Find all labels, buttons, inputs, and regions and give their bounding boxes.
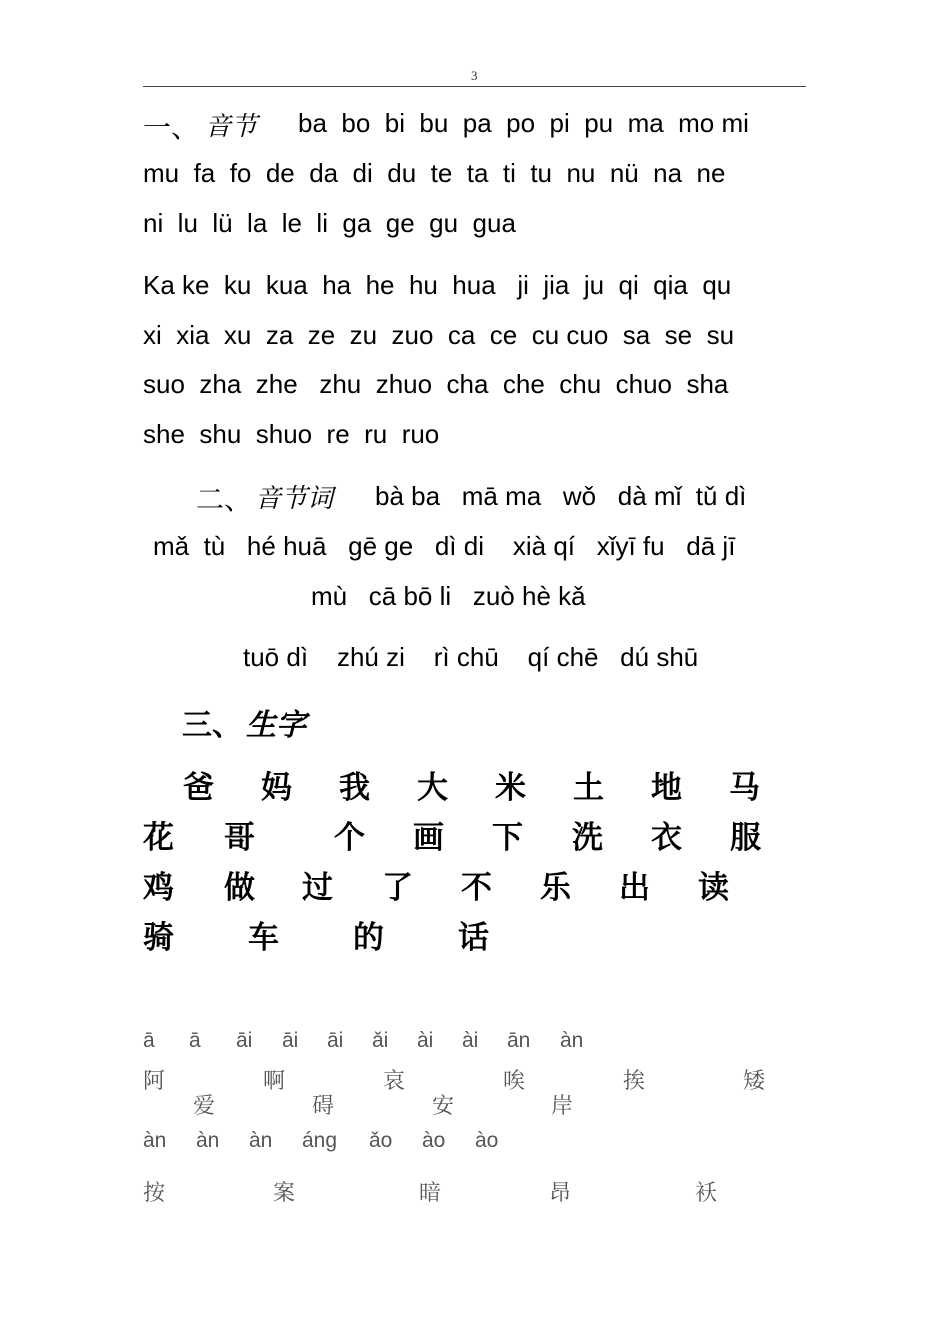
pinyin-syllable: ào (422, 1129, 446, 1152)
section1-line: she shu shuo re ru ruo (143, 419, 440, 449)
char: 爸 (183, 770, 214, 806)
section2-line: mù cā bō li zuò hè kǎ (311, 581, 586, 611)
char: 的 (353, 920, 384, 956)
char: 了 (382, 870, 413, 906)
char: 乐 (540, 870, 571, 906)
pinyin-syllable: ǎo (369, 1129, 393, 1152)
section1-label: 音节 (205, 112, 258, 142)
section1-line: mu fa fo de da di du te ta ti tu nu nü na ne (143, 158, 726, 188)
appendix-char: 昂 (549, 1181, 572, 1206)
char: 衣 (651, 820, 682, 856)
pinyin-syllable: àn (196, 1129, 220, 1152)
char: 车 (248, 920, 279, 956)
appendix-char: 安 (432, 1094, 455, 1119)
pinyin-syllable: ào (475, 1129, 499, 1152)
appendix-char: 按 (143, 1181, 166, 1206)
char: 地 (651, 770, 682, 806)
appendix-char: 唉 (503, 1069, 526, 1094)
appendix-char: 矮 (743, 1069, 766, 1094)
section1-line: ni lu lü la le li ga ge gu gua (143, 208, 516, 238)
char: 过 (302, 870, 333, 906)
pinyin-syllable: āi (327, 1029, 344, 1052)
pinyin-syllable: ài (417, 1029, 434, 1052)
char: 米 (495, 770, 526, 806)
section2-line: bà ba mā ma wǒ dà mǐ tǔ dì (375, 481, 747, 511)
pinyin-syllable: āi (282, 1029, 299, 1052)
page-number: 3 (471, 68, 478, 83)
pinyin-syllable: àn (143, 1129, 167, 1152)
pinyin-syllable: ǎi (372, 1029, 389, 1052)
section1-line: xi xia xu za ze zu zuo ca ce cu cuo sa se su (143, 320, 735, 350)
section1-line: ba bo bi bu pa po pi pu ma mo mi (298, 108, 749, 138)
appendix-char: 挨 (623, 1069, 646, 1094)
section2-marker: 二、 (196, 483, 253, 516)
pinyin-syllable: ài (462, 1029, 479, 1052)
char: 土 (573, 770, 604, 806)
char: 骑 (143, 920, 174, 956)
appendix-char: 爱 (193, 1094, 216, 1119)
header-rule (143, 86, 806, 87)
char: 画 (413, 820, 444, 856)
char: 鸡 (143, 870, 174, 906)
section2-line: tuō dì zhú zi rì chū qí chē dú shū (243, 642, 699, 672)
pinyin-syllable: àn (560, 1029, 584, 1052)
appendix-char: 碍 (312, 1094, 335, 1119)
char: 不 (461, 870, 492, 906)
char: 大 (417, 770, 448, 806)
pinyin-syllable: ā (189, 1029, 201, 1052)
char: 妈 (261, 770, 292, 806)
pinyin-syllable: ā (143, 1029, 155, 1052)
char: 读 (698, 870, 729, 906)
char: 下 (492, 820, 523, 856)
section2-line: mǎ tù hé huā gē ge dì di xià qí xǐyī fu dā jī (153, 531, 736, 561)
char: 洗 (572, 820, 603, 856)
section3-label: 生字 (246, 708, 306, 743)
section1-marker: 一、 (143, 111, 200, 144)
char: 出 (619, 870, 650, 906)
pinyin-syllable: ān (507, 1029, 531, 1052)
char: 服 (730, 820, 761, 856)
appendix-char: 暗 (419, 1181, 442, 1206)
char: 话 (458, 920, 489, 956)
appendix-char: 阿 (143, 1069, 166, 1094)
appendix-char: 岸 (551, 1094, 574, 1119)
pinyin-syllable: āi (236, 1029, 253, 1052)
appendix-char: 案 (273, 1181, 296, 1206)
section3-marker: 三、 (182, 708, 242, 743)
char: 我 (339, 770, 370, 806)
char: 做 (224, 870, 255, 906)
section1-line: suo zha zhe zhu zhuo cha che chu chuo sha (143, 369, 729, 399)
appendix-char: 哀 (383, 1069, 406, 1094)
section1-line: Ka ke ku kua ha he hu hua ji jia ju qi qia qu (143, 270, 732, 300)
char: 花 (143, 820, 174, 856)
appendix-char: 袄 (695, 1181, 718, 1206)
pinyin-syllable: áng (302, 1129, 338, 1152)
char: 个 (334, 820, 365, 856)
char: 马 (729, 770, 760, 806)
char: 哥 (224, 820, 255, 856)
section2-label: 音节词 (255, 484, 334, 514)
appendix-char: 啊 (263, 1069, 286, 1094)
pinyin-syllable: àn (249, 1129, 273, 1152)
